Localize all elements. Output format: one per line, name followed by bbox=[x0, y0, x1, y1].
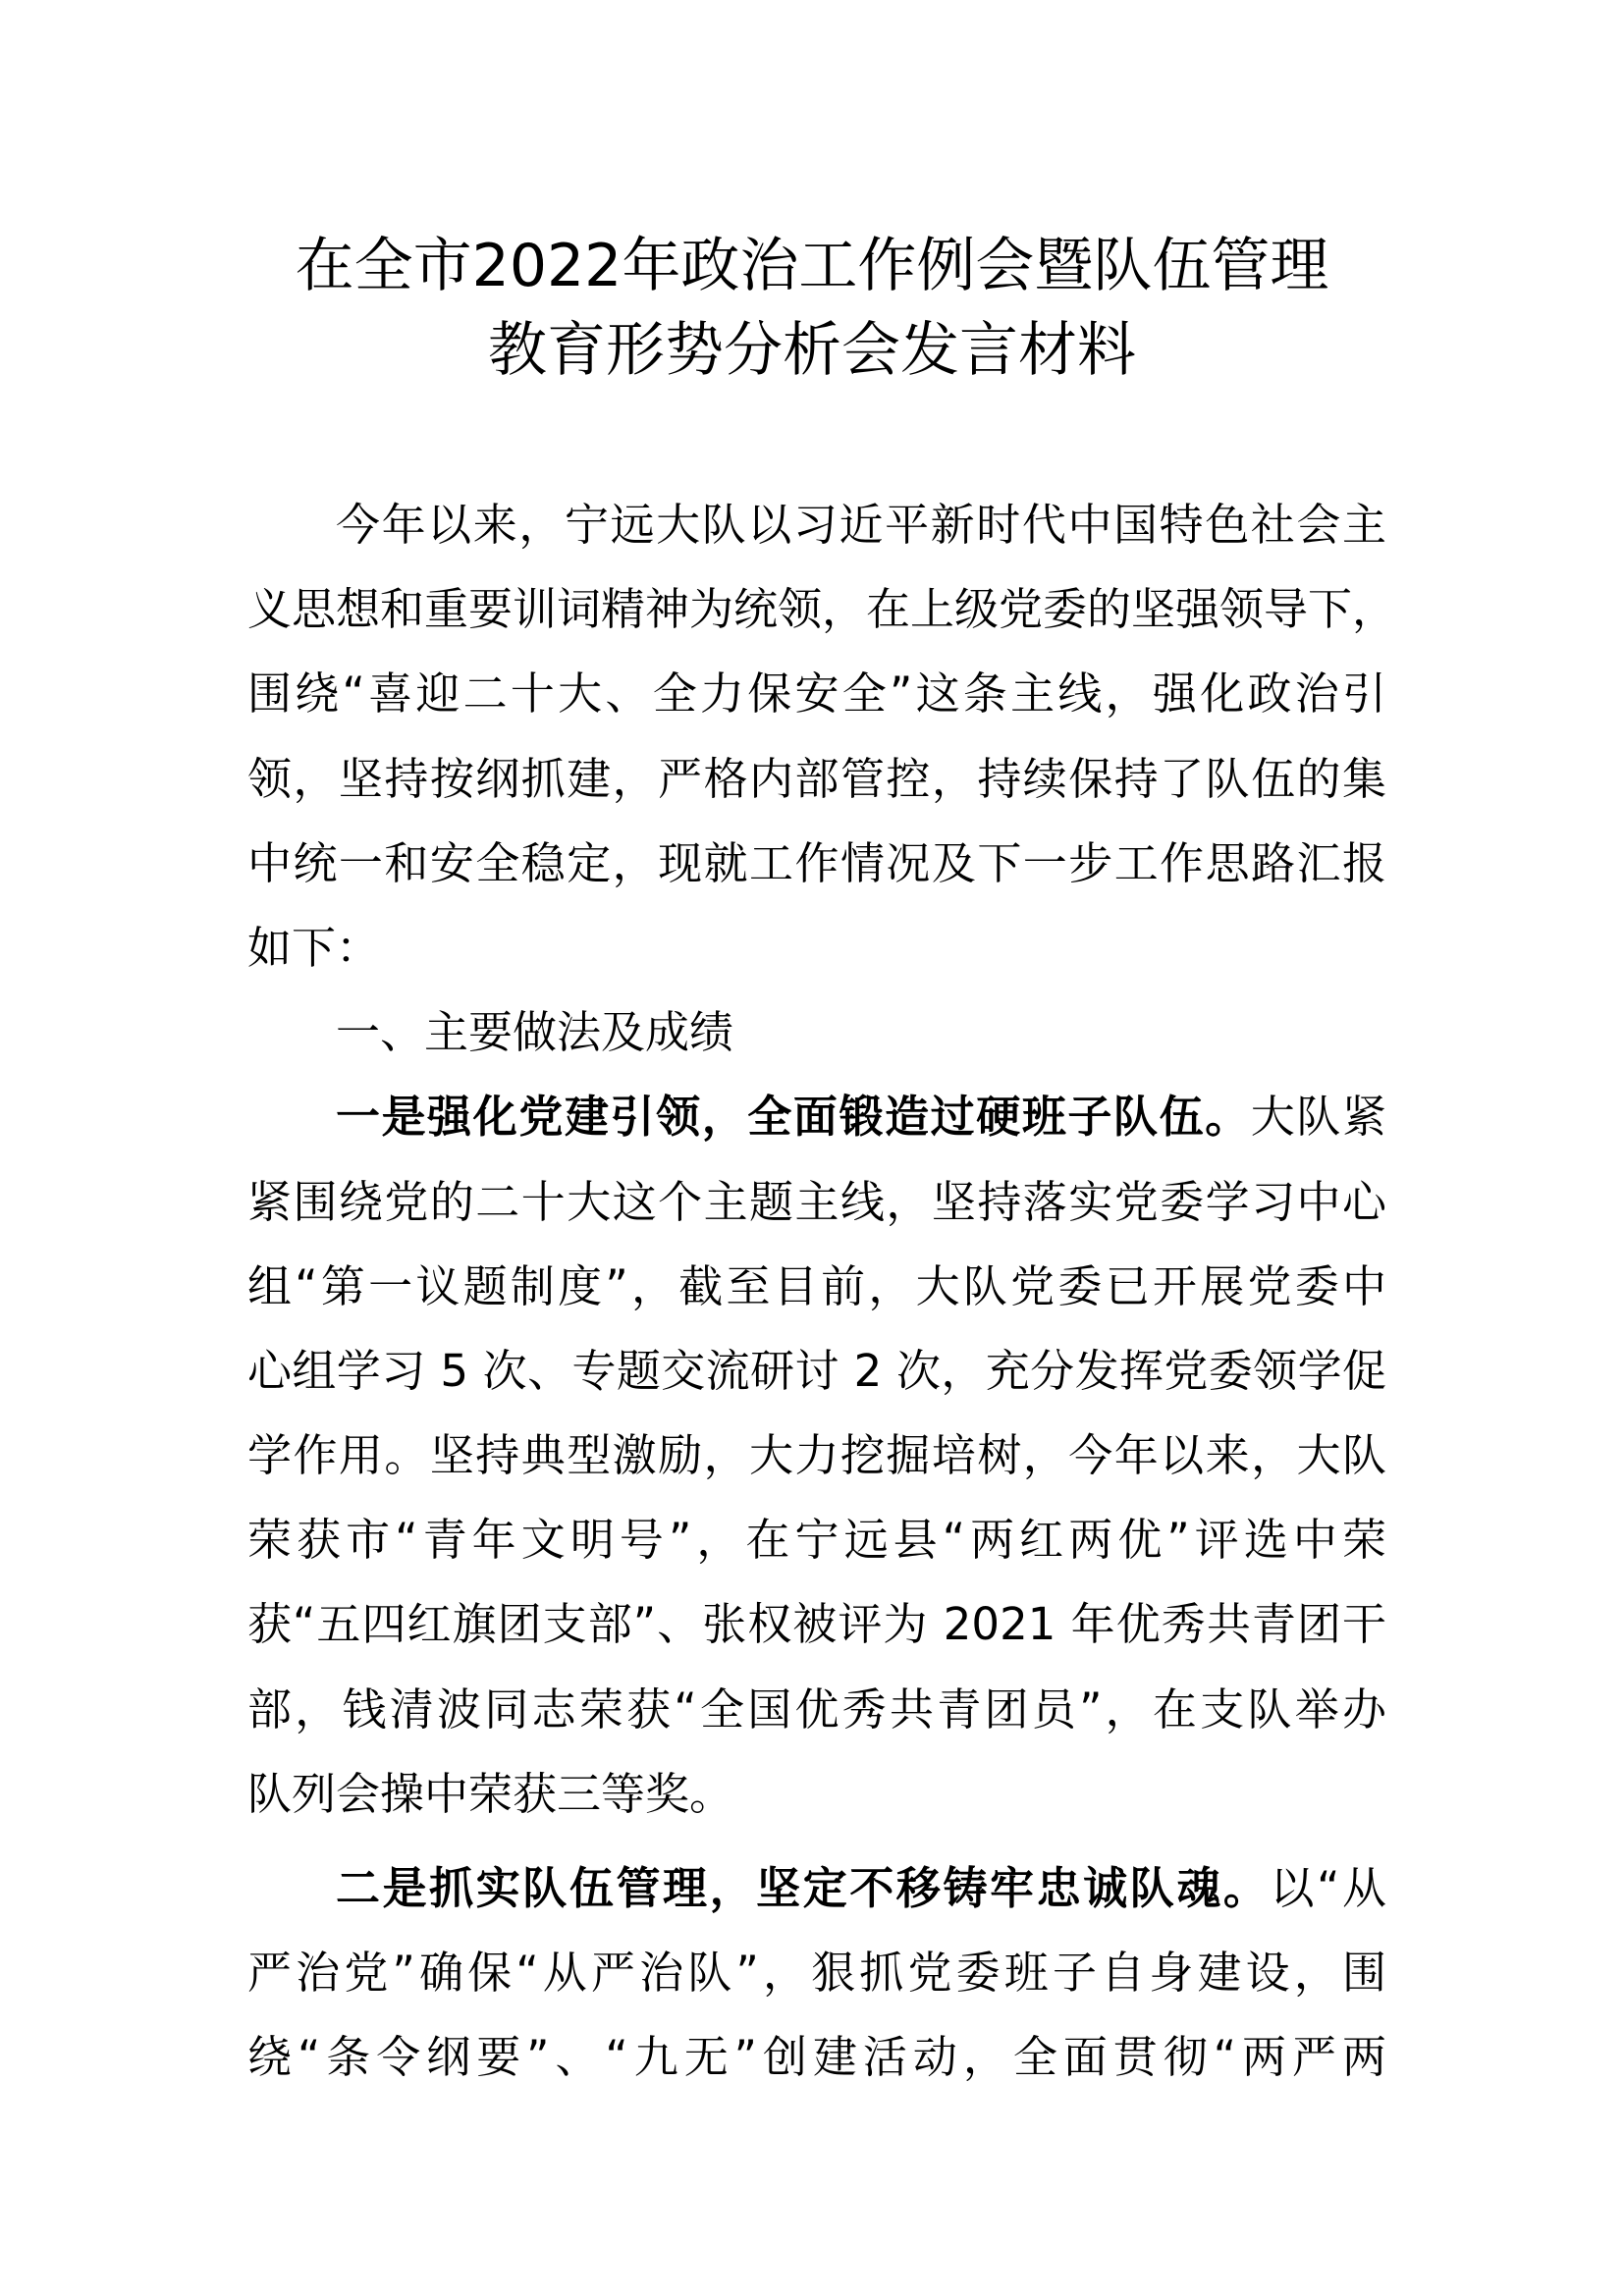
text-line: 学作用。坚持典型激励，大力挖掘培树，今年以来，大队 bbox=[247, 1429, 1386, 1482]
text-line: 今年以来，宁远大队以习近平新时代中国特色社会主 bbox=[336, 499, 1386, 551]
text-line: 紧围绕党的二十大这个主题主线，坚持落实党委学习中心 bbox=[247, 1175, 1386, 1228]
point2-lead: 二是抓实队伍管理，坚定不移铸牢忠诚队魂。 bbox=[336, 1862, 1271, 1914]
text-run: 大队紧 bbox=[1250, 1091, 1386, 1144]
text-line: 绕“条令纲要”、“九无”创建活动，全面贯彻“两严两 bbox=[247, 2031, 1386, 2084]
text-line: 心组学习 5 次、专题交流研讨 2 次，充分发挥党委领学促 bbox=[247, 1344, 1386, 1397]
section-heading: 一、主要做法及成绩 bbox=[336, 1006, 734, 1059]
point1-lead: 一是强化党建引领，全面锻造过硬班子队伍。 bbox=[336, 1091, 1251, 1144]
text-line: 严治党”确保“从严治队”，狠抓党委班子自身建设，围 bbox=[247, 1947, 1386, 2000]
title-line: 教育形势分析会发言材料 bbox=[488, 316, 1136, 385]
text-line: 领，坚持按纲抓建，严格内部管控，持续保持了队伍的集 bbox=[247, 752, 1386, 805]
text-line: 队列会操中荣获三等奖。 bbox=[247, 1767, 734, 1820]
point1-paragraph bbox=[247, 1075, 1386, 1837]
text-line bbox=[247, 1075, 1386, 1159]
text-line: 部，钱清波同志荣获“全国优秀共青团员”，在支队举办 bbox=[247, 1682, 1386, 1735]
text-line: 获“五四红旗团支部”、张权被评为 2021 年优秀共青团干 bbox=[247, 1598, 1386, 1651]
document-title bbox=[0, 224, 1624, 393]
intro-paragraph bbox=[247, 483, 1397, 990]
text-line: 组“第一议题制度”，截至目前，大队党委已开展党委中 bbox=[247, 1259, 1386, 1312]
text-line: 义思想和重要训词精神为统领，在上级党委的坚强领导下， bbox=[247, 583, 1397, 636]
text-line: 如下： bbox=[247, 921, 381, 974]
text-line: 围绕“喜迎二十大、全力保安全”这条主线，强化政治引 bbox=[247, 667, 1386, 721]
title-line: 在全市2022年政治工作例会暨队伍管理 bbox=[295, 232, 1329, 300]
text-line: 中统一和安全稳定，现就工作情况及下一步工作思路汇报 bbox=[247, 836, 1386, 889]
text-run: 以“从 bbox=[1270, 1862, 1386, 1914]
text-line bbox=[247, 1846, 1386, 1931]
document-body bbox=[247, 483, 1397, 2101]
text-line: 荣获市“青年文明号”，在宁远县“两红两优”评选中荣 bbox=[247, 1514, 1386, 1567]
point2-paragraph bbox=[247, 1846, 1386, 2101]
